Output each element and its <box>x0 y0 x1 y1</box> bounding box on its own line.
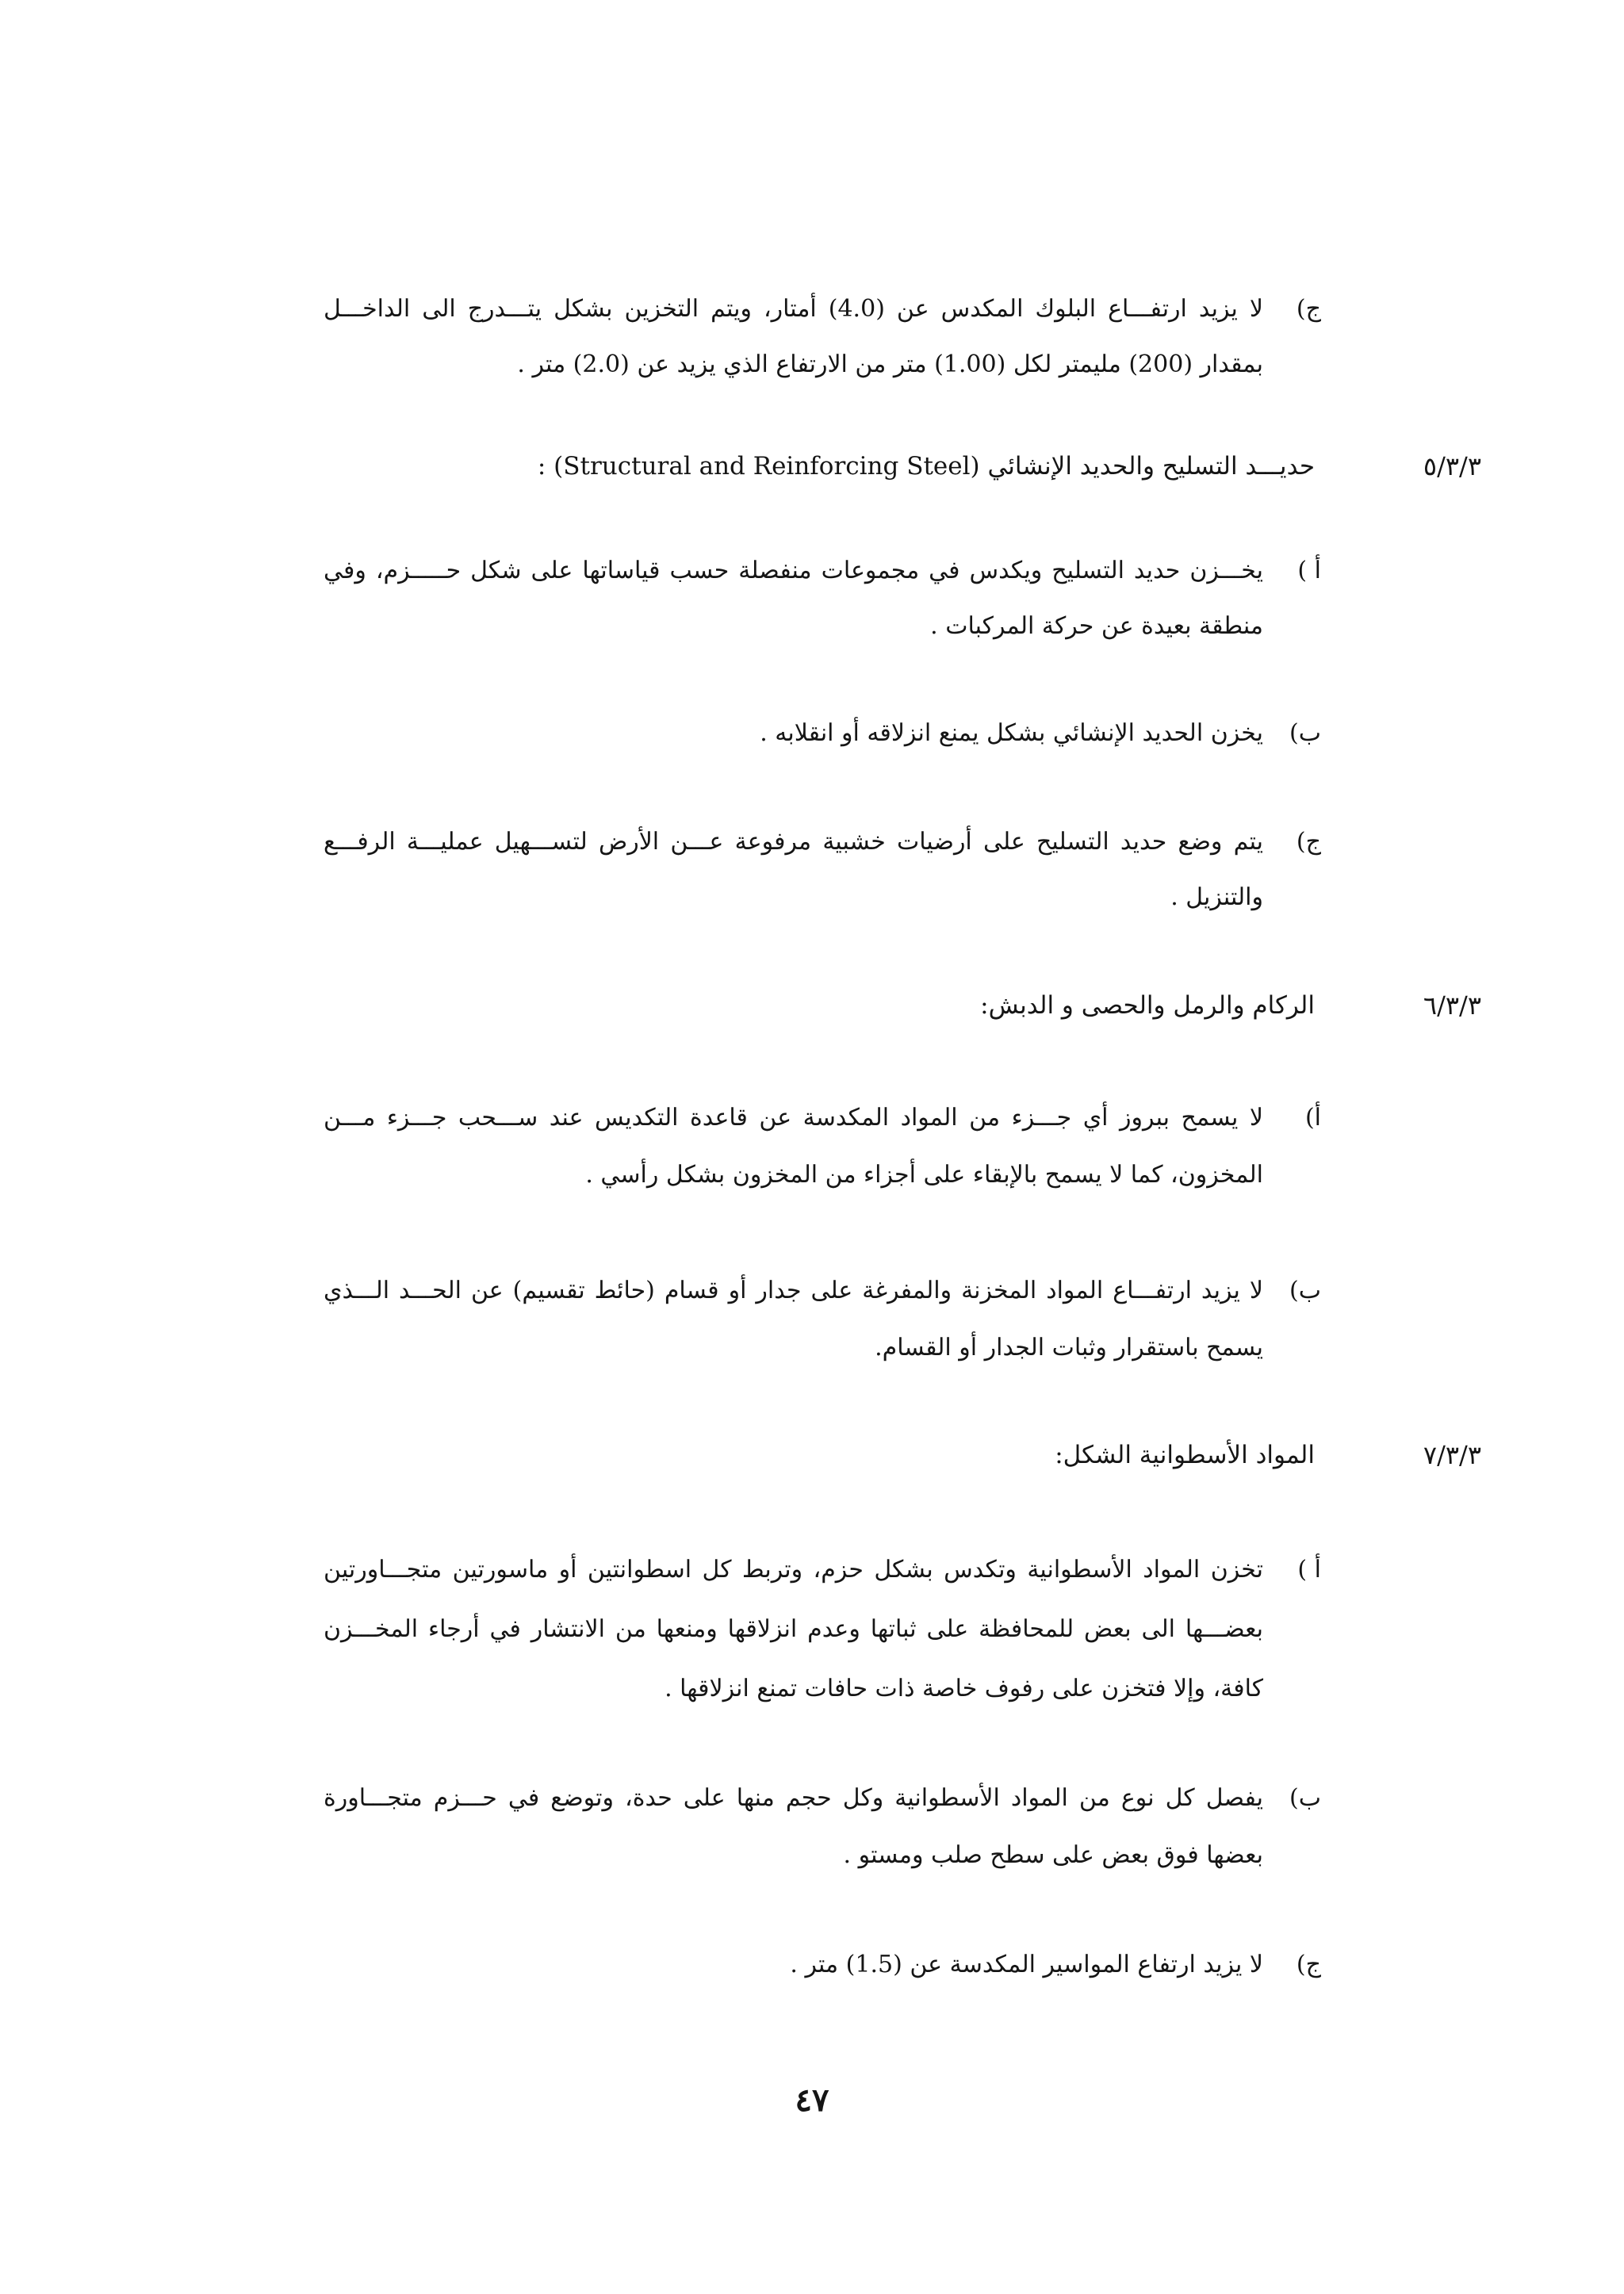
s6-item-b-marker: ب) <box>1289 1277 1321 1304</box>
s5-item-c-line-1: يتم وضع حديد التسليح على أرضيات خشبية مرفوعة عـــن الأرض لتســـهيل عمليـــة الرفـــع <box>324 828 1263 856</box>
item-c-line-2: بمقدار (200) مليمتر لكل (1.00) متر من الارتفاع الذي يزيد عن (2.0) متر . <box>517 350 1263 378</box>
item-c-marker: ج) <box>1296 295 1321 323</box>
s6-item-b-line-1: لا يزيد ارتفـــاع المواد المخزنة والمفرغة على جدار أو قسام (حائط تقسيم) عن الحـــد الـــذي <box>324 1277 1263 1304</box>
s5-item-b-marker: ب) <box>1289 719 1321 747</box>
s6-item-b-line-2: يسمح باستقرار وثبات الجدار أو القسام. <box>875 1334 1263 1361</box>
s5-item-c-line-2: والتنزيل . <box>1170 883 1263 911</box>
s5-item-a-marker: أ ) <box>1297 557 1321 584</box>
section-number-7: ٧/٣/٣ <box>1423 1440 1481 1470</box>
section-title-7: المواد الأسطوانية الشكل: <box>1055 1441 1315 1469</box>
s7-item-a-line-3: كافة، وإلا فتخزن على رفوف خاصة ذات حافات تمنع انزلاقها . <box>665 1675 1263 1702</box>
section-number-5: ٥/٣/٣ <box>1423 451 1481 481</box>
s5-item-a-line-2: منطقة بعيدة عن حركة المركبات . <box>930 612 1263 640</box>
s7-item-c-line-1: لا يزيد ارتفاع المواسير المكدسة عن (1.5) متر . <box>790 1951 1263 1978</box>
s6-item-a-line-1: لا يسمح ببروز أي جـــزء من المواد المكدسة عن قاعدة التكديس عند ســـحب جـــزء مـــن <box>324 1104 1263 1132</box>
s5-item-a-line-1: يخـــزن حديد التسليح ويكدس في مجموعات منفصلة حسب قياساتها على شكل حـــــزم، وفي <box>324 557 1263 584</box>
s6-item-a-line-2: المخزون، كما لا يسمح بالإبقاء على أجزاء من المخزون بشكل رأسي . <box>585 1161 1263 1189</box>
s7-item-b-marker: ب) <box>1289 1784 1321 1812</box>
section-number-6: ٦/٣/٣ <box>1423 990 1481 1021</box>
item-c-line-1: لا يزيد ارتفـــاع البلوك المكدس عن (4.0) أمتار، ويتم التخزين بشكل يتـــدرج الى الداخـــل <box>324 295 1263 323</box>
s7-item-b-line-1: يفصل كل نوع من المواد الأسطوانية وكل حجم منها على حدة، وتوضع في حـــزم متجـــاورة <box>324 1784 1263 1812</box>
s5-item-b-line-1: يخزن الحديد الإنشائي بشكل يمنع انزلاقه أو انقلابه . <box>760 719 1263 747</box>
s7-item-b-line-2: بعضها فوق بعض على سطح صلب ومستو . <box>843 1841 1263 1869</box>
s5-item-c-marker: ج) <box>1296 828 1321 856</box>
page-number: ٤٧ <box>795 2081 829 2119</box>
s7-item-c-marker: ج) <box>1296 1951 1321 1978</box>
s7-item-a-line-2: بعضـــها الى بعض للمحافظة على ثباتها وعدم انزلاقها ومنعها من الانتشار في أرجاء المخـــزن <box>324 1615 1263 1643</box>
s7-item-a-marker: أ ) <box>1297 1556 1321 1584</box>
section-title-5: حديـــد التسليح والحديد الإنشائي (Structural and Reinforcing Steel) : <box>537 452 1315 481</box>
s7-item-a-line-1: تخزن المواد الأسطوانية وتكدس بشكل حزم، وتربط كل اسطوانتين أو ماسورتين متجـــاورتين <box>324 1556 1263 1584</box>
s6-item-a-marker: أ) <box>1304 1104 1321 1132</box>
section-title-6: الركام والرمل والحصى و الدبش: <box>980 991 1315 1020</box>
